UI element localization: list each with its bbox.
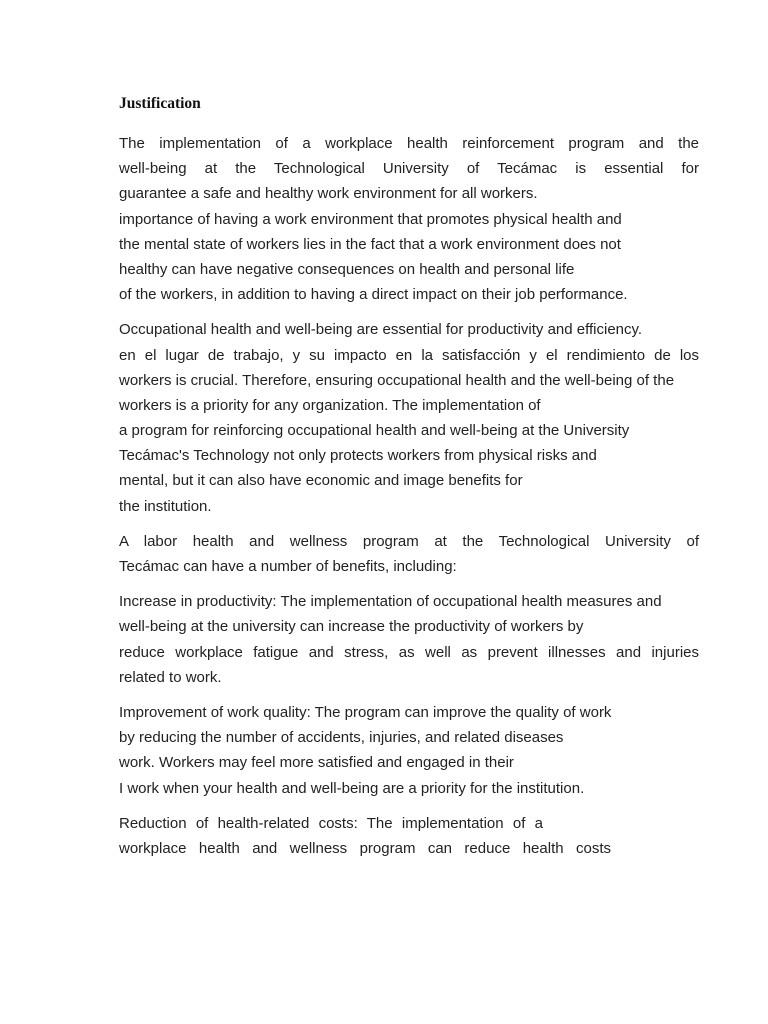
text-line: workers is crucial. Therefore, ensuring occupational health and the well-being of the: [119, 371, 675, 389]
text-line: a program for reinforcing occupational health and well-being at the University: [119, 422, 630, 440]
text-line: Occupational health and well-being are essential for productivity and efficiency.: [119, 321, 643, 339]
text-line: by reducing the number of accidents, injuries, and related diseases: [119, 729, 564, 747]
text-line: importance of having a work environment that promotes physical health and: [119, 210, 622, 228]
text-line: Improvement of work quality: The program can improve the quality of work: [119, 703, 612, 721]
text-line: A labor health and wellness program at the Technological University of: [119, 532, 699, 550]
paragraph-intro: [119, 131, 699, 307]
text-line: healthy can have negative consequences on health and personal life: [119, 260, 575, 278]
paragraph-benefits-intro: [119, 529, 699, 579]
text-line: Tecámac's Technology not only protects workers from physical risks and: [119, 447, 597, 465]
text-line: the institution.: [119, 497, 212, 515]
text-line: well-being at the university can increase the productivity of workers by: [119, 618, 584, 636]
text-line: work. Workers may feel more satisfied and engaged in their: [119, 754, 514, 772]
paragraph-cost-reduction: [119, 811, 699, 861]
text-line: Increase in productivity: The implementation of occupational health measures and: [119, 593, 662, 611]
text-line: I work when your health and well-being are a priority for the institution.: [119, 779, 585, 797]
section-heading: Justification: [119, 95, 201, 112]
text-line: well-being at the Technological University of Tecámac is essential for: [119, 160, 699, 178]
text-line: workplace health and wellness program can reduce health costs: [119, 839, 611, 857]
paragraph-productivity: [119, 589, 699, 690]
text-line: reduce workplace fatigue and stress, as well as prevent illnesses and injuries: [119, 643, 699, 661]
text-line: The implementation of a workplace health reinforcement program and the: [119, 135, 699, 152]
text-line: Reduction of health-related costs: The implementation of a: [119, 814, 543, 832]
paragraph-work-quality: [119, 700, 699, 801]
paragraph-occupational-health: [119, 317, 699, 519]
text-line: workers is a priority for any organization. The implementation of: [119, 396, 541, 414]
text-line: guarantee a safe and healthy work environment for all workers.: [119, 185, 538, 203]
text-line: en el lugar de trabajo, y su impacto en la satisfacción y el rendimiento de los: [119, 346, 699, 364]
text-line: mental, but it can also have economic and image benefits for: [119, 472, 523, 490]
text-line: Tecámac can have a number of benefits, including:: [119, 558, 457, 575]
document-body: [119, 131, 699, 871]
text-line: related to work.: [119, 668, 222, 686]
text-line: the mental state of workers lies in the fact that a work environment does not: [119, 235, 621, 253]
text-line: of the workers, in addition to having a direct impact on their job performance.: [119, 286, 628, 304]
